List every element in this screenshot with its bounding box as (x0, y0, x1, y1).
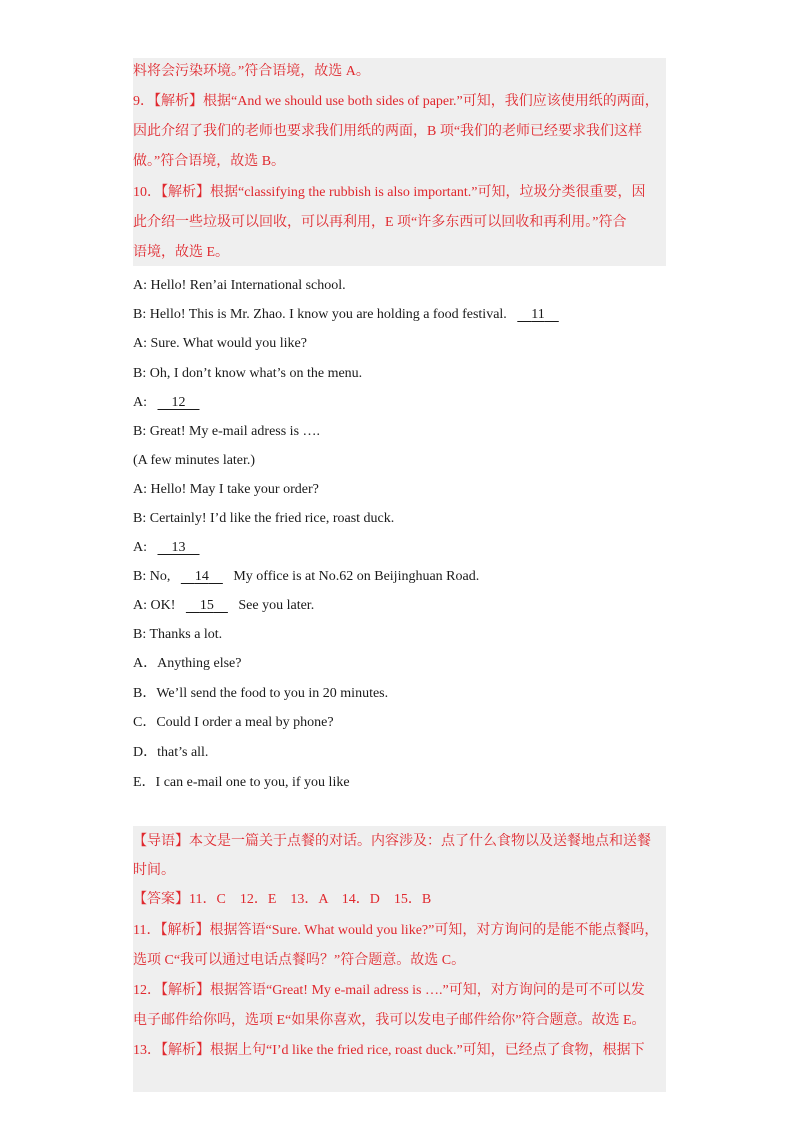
guide-line: 时间。 (133, 863, 175, 878)
analysis-line: 选项 C“我可以通过电话点餐吗？”符合题意。故选 C。 (133, 953, 466, 968)
option-item: C．Could I order a meal by phone? (133, 715, 334, 730)
answer-blank-12: 12 (171, 395, 186, 410)
answer-blank-13: 13 (171, 540, 186, 555)
dialogue-text: A: OK! (133, 598, 176, 613)
dialogue-text: See you later. (238, 598, 315, 613)
analysis-line: 语境，故选 E。 (133, 245, 230, 260)
option-item: D．that’s all. (133, 745, 209, 760)
dialogue-line: B: Certainly! I’d like the fried rice, roast duck. (133, 511, 395, 526)
option-item: A．Anything else? (133, 656, 242, 671)
dialogue-line (133, 393, 200, 413)
analysis-line: 做。”符合语境，故选 B。 (133, 154, 286, 169)
dialogue-line: B: Thanks a lot. (133, 627, 223, 642)
dialogue-text: B: Hello! This is Mr. Zhao. I know you are holding a food festival. (133, 307, 507, 322)
dialogue-line (133, 596, 314, 616)
dialogue-text: My office is at No.62 on Beijinghuan Road. (233, 569, 480, 584)
analysis-line: 13．【解析】根据上句“I’d like the fried rice, roast duck.”可知，已经点了食物，根据下 (133, 1043, 645, 1058)
answer-key: 【答案】11．C 12．E 13．A 14．D 15．B (133, 892, 432, 907)
answer-blank-14: 14 (194, 569, 209, 584)
analysis-line: 11．【解析】根据答语“Sure. What would you like?”可知，对方询问的是能不能点餐吗， (133, 923, 659, 938)
guide-line: 【导语】本文是一篇关于点餐的对话。内容涉及：点了什么食物以及送餐地点和送餐 (133, 834, 651, 849)
answer-blank-11: 11 (531, 307, 545, 322)
analysis-line: 电子邮件给你吗，选项 E“如果你喜欢，我可以发电子邮件给你”符合题意。故选 E。 (133, 1013, 646, 1028)
analysis-line: 此介绍一些垃圾可以回收，可以再利用，E 项“许多东西可以回收和再利用。”符合 (133, 215, 627, 230)
analysis-line: 料将会污染环境。”符合语境，故选 A。 (133, 64, 370, 79)
analysis-line: 因此介绍了我们的老师也要求我们用纸的两面，B 项“我们的老师已经要求我们这样 (133, 124, 643, 139)
dialogue-line: (A few minutes later.) (133, 453, 256, 468)
analysis-line: 10．【解析】根据“classifying the rubbish is also important.”可知，垃圾分类很重要，因 (133, 185, 646, 200)
dialogue-line: A: Sure. What would you like? (133, 336, 307, 351)
dialogue-line: B: Oh, I don’t know what’s on the menu. (133, 366, 363, 381)
speaker-label: A: (133, 540, 147, 555)
dialogue-line (133, 567, 479, 587)
dialogue-line (133, 305, 559, 325)
dialogue-line: B: Great! My e-mail adress is …. (133, 424, 321, 439)
dialogue-line: A: Hello! Ren’ai International school. (133, 278, 346, 293)
option-item: E．I can e-mail one to you, if you like (133, 775, 350, 790)
option-item: B．We’ll send the food to you in 20 minutes. (133, 686, 389, 701)
answer-blank-15: 15 (199, 598, 214, 613)
dialogue-line (133, 538, 200, 558)
dialogue-line: A: Hello! May I take your order? (133, 482, 319, 497)
analysis-line: 9．【解析】根据“And we should use both sides of paper.”可知，我们应该使用纸的两面， (133, 94, 659, 109)
speaker-label: A: (133, 395, 147, 410)
analysis-line: 12．【解析】根据答语“Great! My e-mail adress is ….”可知，对方询问的是可不可以发 (133, 983, 645, 998)
dialogue-text: B: No, (133, 569, 171, 584)
